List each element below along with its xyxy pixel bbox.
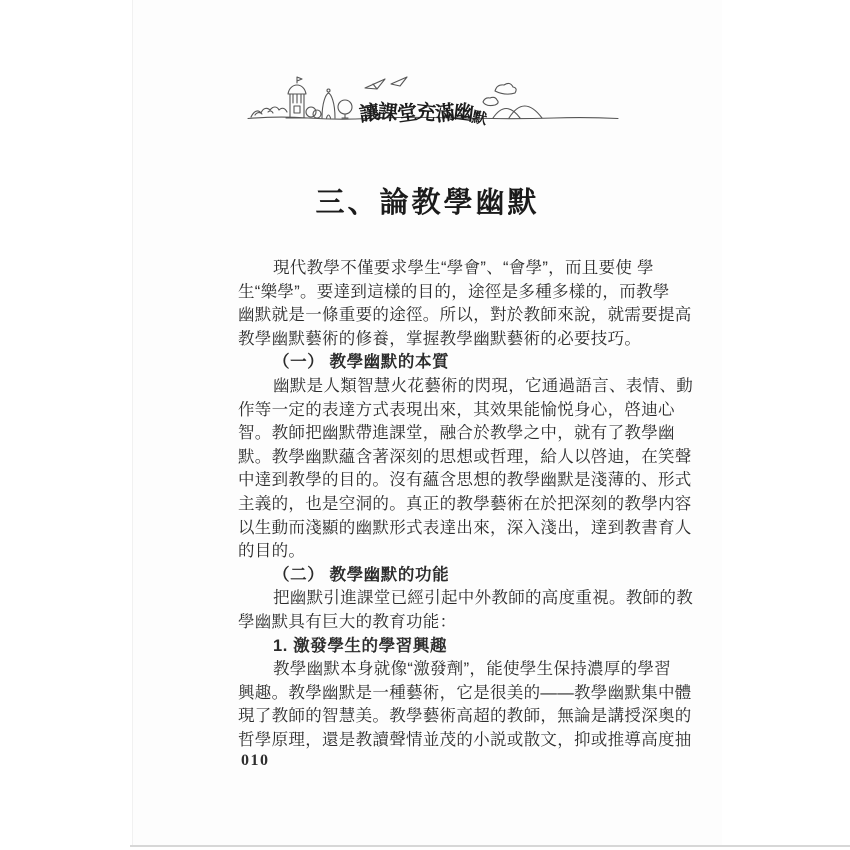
body-line: 智。教師把幽默帶進課堂，融合於教學之中，就有了教學幽 xyxy=(238,424,675,443)
body-line: 教學幽默本身就像“激發劑”，能使學生保持濃厚的學習 xyxy=(273,660,671,679)
tree-icon xyxy=(338,100,352,118)
body-line: 的目的。 xyxy=(238,542,306,561)
body-line: 學幽默具有巨大的教育功能： xyxy=(238,612,457,631)
hut-icon xyxy=(322,89,335,118)
body-line: 中達到教學的目的。沒有蘊含思想的教學幽默是淺薄的、形式 xyxy=(238,471,692,490)
section-heading: （二） 教學幽默的功能 xyxy=(273,565,450,584)
body-line: 作等一定的表達方式表現出來，其效果能愉悦身心，啓迪心 xyxy=(238,400,675,419)
body-line: 把幽默引進課堂已經引起中外教師的高度重視。教師的教 xyxy=(273,589,693,608)
page-number: 010 xyxy=(241,752,270,769)
bushes-icon xyxy=(251,107,287,117)
numbered-subheading: 1. 激發學生的學習興趣 xyxy=(273,636,448,655)
cloud-icon xyxy=(483,83,516,105)
body-line: 幽默是人類智慧火花藝術的閃現，它通過語言、表情、動 xyxy=(273,376,693,395)
body-line: 哲學原理，還是教讀聲情並茂的小説或散文，抑或推導高度抽 xyxy=(238,730,692,749)
section-heading: （一） 教學幽默的本質 xyxy=(273,353,450,372)
body-line: 生“樂學”。要達到這樣的目的，途徑是多種多樣的，而教學 xyxy=(238,282,670,301)
hills-icon xyxy=(493,106,542,118)
body-line: 教學幽默藝術的修養，掌握教學幽默藝術的必要技巧。 xyxy=(238,329,642,348)
scanned-book-page xyxy=(132,0,722,846)
body-line: 興趣。教學幽默是一種藝術，它是很美的——教學幽默集中體 xyxy=(238,683,692,702)
body-line: 現代教學不僅要求學生“學會”、“會學”，而且要使 學 xyxy=(273,259,654,277)
paper-plane-icon xyxy=(365,77,407,89)
tree-cluster-icon xyxy=(306,107,321,118)
chapter-title: 三、論教學幽默 xyxy=(315,187,540,219)
scan-bottom-edge xyxy=(130,845,850,847)
header-illustration xyxy=(247,74,619,129)
banner-slogan: 讓課堂充滿幽默 xyxy=(358,100,488,129)
castle-icon xyxy=(286,77,308,118)
body-line: 現了教師的智慧美。教學藝術高超的教師，無論是講授深奥的 xyxy=(238,707,692,726)
body-line: 默。教學幽默蘊含著深刻的思想或哲理，給人以啓迪，在笑聲 xyxy=(238,447,692,466)
body-text xyxy=(238,257,693,752)
body-line: 以生動而淺顯的幽默形式表達出來，深入淺出，達到教書育人 xyxy=(238,518,692,537)
body-line: 主義的，也是空洞的。真正的教學藝術在於把深刻的教學内容 xyxy=(238,494,692,513)
body-line: 幽默就是一條重要的途徑。所以，對於教師來說，就需要提高 xyxy=(238,306,692,325)
